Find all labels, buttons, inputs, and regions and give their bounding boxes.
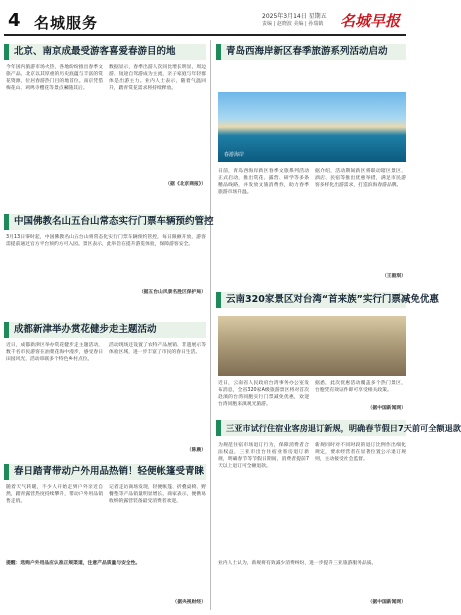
article-credit: （据中国新闻网）	[367, 406, 406, 411]
article-paragraph: 据悉，此次优惠活动覆盖多个热门景区，台胞凭有效证件即可享受相关政策。	[315, 381, 406, 393]
article-paragraph: 为规范住宿市场退订行为，保障消费者合法权益，三亚市出台住宿业客房退订新规，明确春节等节假日期间，消费者提前7天以上退订可全额退款。	[218, 443, 309, 469]
article-credit: （据《北京商报》）	[165, 182, 206, 187]
article-paragraph: 记者走访商场发现，轻便帐篷、折叠桌椅、野餐垫等产品销量明显增长。商家表示，便携易收纳的露营装备最受消费者欢迎。	[109, 485, 206, 504]
section-title: 名城服务	[34, 14, 99, 32]
article-paragraph: 近日，云南省人民政府台湾事务办公室发布消息，全省320家A级旅游景区将对首次赴滇的台湾同胞实行门票减免优惠，欢迎台湾同胞来滇观光旅游。	[218, 381, 309, 407]
article-paragraph: 据介绍，活动期间新区将联动辖区景区、酒店、民宿等推出优惠举措，满足市民游客多样化出游需求，打造滨海春游品牌。	[315, 169, 406, 188]
column-divider	[210, 40, 211, 610]
article-credit: （王毅琪）	[382, 274, 406, 279]
header-rule	[4, 34, 406, 36]
article-paragraph: 数据显示，春季出游人次同比增长明显，周边游、短途自驾游成为主流，亲子家庭与年轻群体是出游主力。业内人士表示，随着气温回升，踏青赏花需求将持续释放。	[109, 65, 206, 91]
article-headline[interactable]: 中国佛教名山五台山常态实行门票车辆预约管控	[4, 214, 206, 230]
article-paragraph: 近日，成都新津区举办赏花健步走主题活动，数千名市民游客在油菜花海中漫步，感受春日田园风光，活动串联多个特色乡村点位。	[6, 343, 103, 362]
article-headline[interactable]: 北京、南京成最受游客喜爱春游目的地	[4, 44, 206, 60]
article-body	[218, 168, 406, 268]
issue-date: 2025年3月14日 星期五	[262, 13, 327, 20]
editor-credit: 责编 | 赵晓波 美编 | 孙瑞鹤	[262, 21, 324, 27]
article-credit: （据五台山风景名胜区保护局）	[138, 290, 206, 295]
article-credit: （据中国新闻网）	[367, 600, 406, 605]
page-header	[4, 6, 406, 36]
coastal-photo	[218, 92, 406, 162]
page-number: 4	[8, 10, 21, 31]
article-body	[6, 342, 206, 412]
article-paragraph: 今年国内旅游市场火热，各地纷纷推出春季文旅产品。北京以其厚重的历史底蕴与丰富的赏花资源，位居春游热门目的地首位。南京凭借梅花山、鸡鸣寺樱花等景点紧随其后。	[6, 65, 103, 91]
article-headline[interactable]: 云南320家景区对台湾“首来族”实行门票减免优惠	[216, 292, 406, 308]
scenic-photo	[218, 316, 406, 376]
article-paragraph: 业内人士认为，新规将有效减少消费纠纷，进一步提升三亚旅游服务品质。	[218, 561, 377, 566]
article-body	[6, 64, 206, 178]
article-headline[interactable]: 青岛西海岸新区春季旅游系列活动启动	[216, 44, 406, 60]
article-credit: （陈晨）	[186, 448, 206, 453]
article-headline[interactable]: 成都新津举办赏花健步走主题活动	[4, 322, 206, 338]
article-headline[interactable]: 三亚市试行住宿业客房退订新规，明确春节假日7天前可全额退款	[216, 420, 406, 436]
article-headline[interactable]: 春日踏青带动户外用品热销！轻便帐篷受青睐	[4, 464, 206, 480]
article-paragraph: 日前，青岛西海岸新区春季文旅系列活动正式启动，推出赏花、露营、研学等多条精品线路，并发放文旅消费券，助力春季旅游市场升温。	[218, 169, 309, 195]
newspaper-logo: 名城早报	[339, 12, 400, 30]
article-subhead: 提醒：选购户外用品应认准正规渠道，注意产品质量与安全性。	[6, 561, 141, 566]
article-paragraph: 活动现场还设置了农特产品展销、非遗展示等体验区域，进一步丰富了市民的春日生活。	[109, 343, 206, 355]
article-paragraph: 新规同时对不同时段的退订比例作出细化规定，要求经营者在显著位置公示退订规则，主动接受社会监督。	[315, 443, 406, 462]
article-paragraph: 随着天气转暖，不少人开始走到户外亲近自然，踏青露营热度持续攀升，带动户外用品销售走俏。	[6, 485, 103, 504]
photo-caption: 春游海岸	[224, 152, 245, 158]
article-credit: （据央视财经）	[172, 600, 206, 605]
article-body	[218, 380, 406, 422]
article-paragraph: 3月13日零时起，中国佛教名山五台山将常态化实行门票车辆预约管控，每日限额开放，游客需提前通过官方平台预约方可入园。景区表示，此举旨在提升游览体验，保障游客安全。	[6, 235, 206, 247]
